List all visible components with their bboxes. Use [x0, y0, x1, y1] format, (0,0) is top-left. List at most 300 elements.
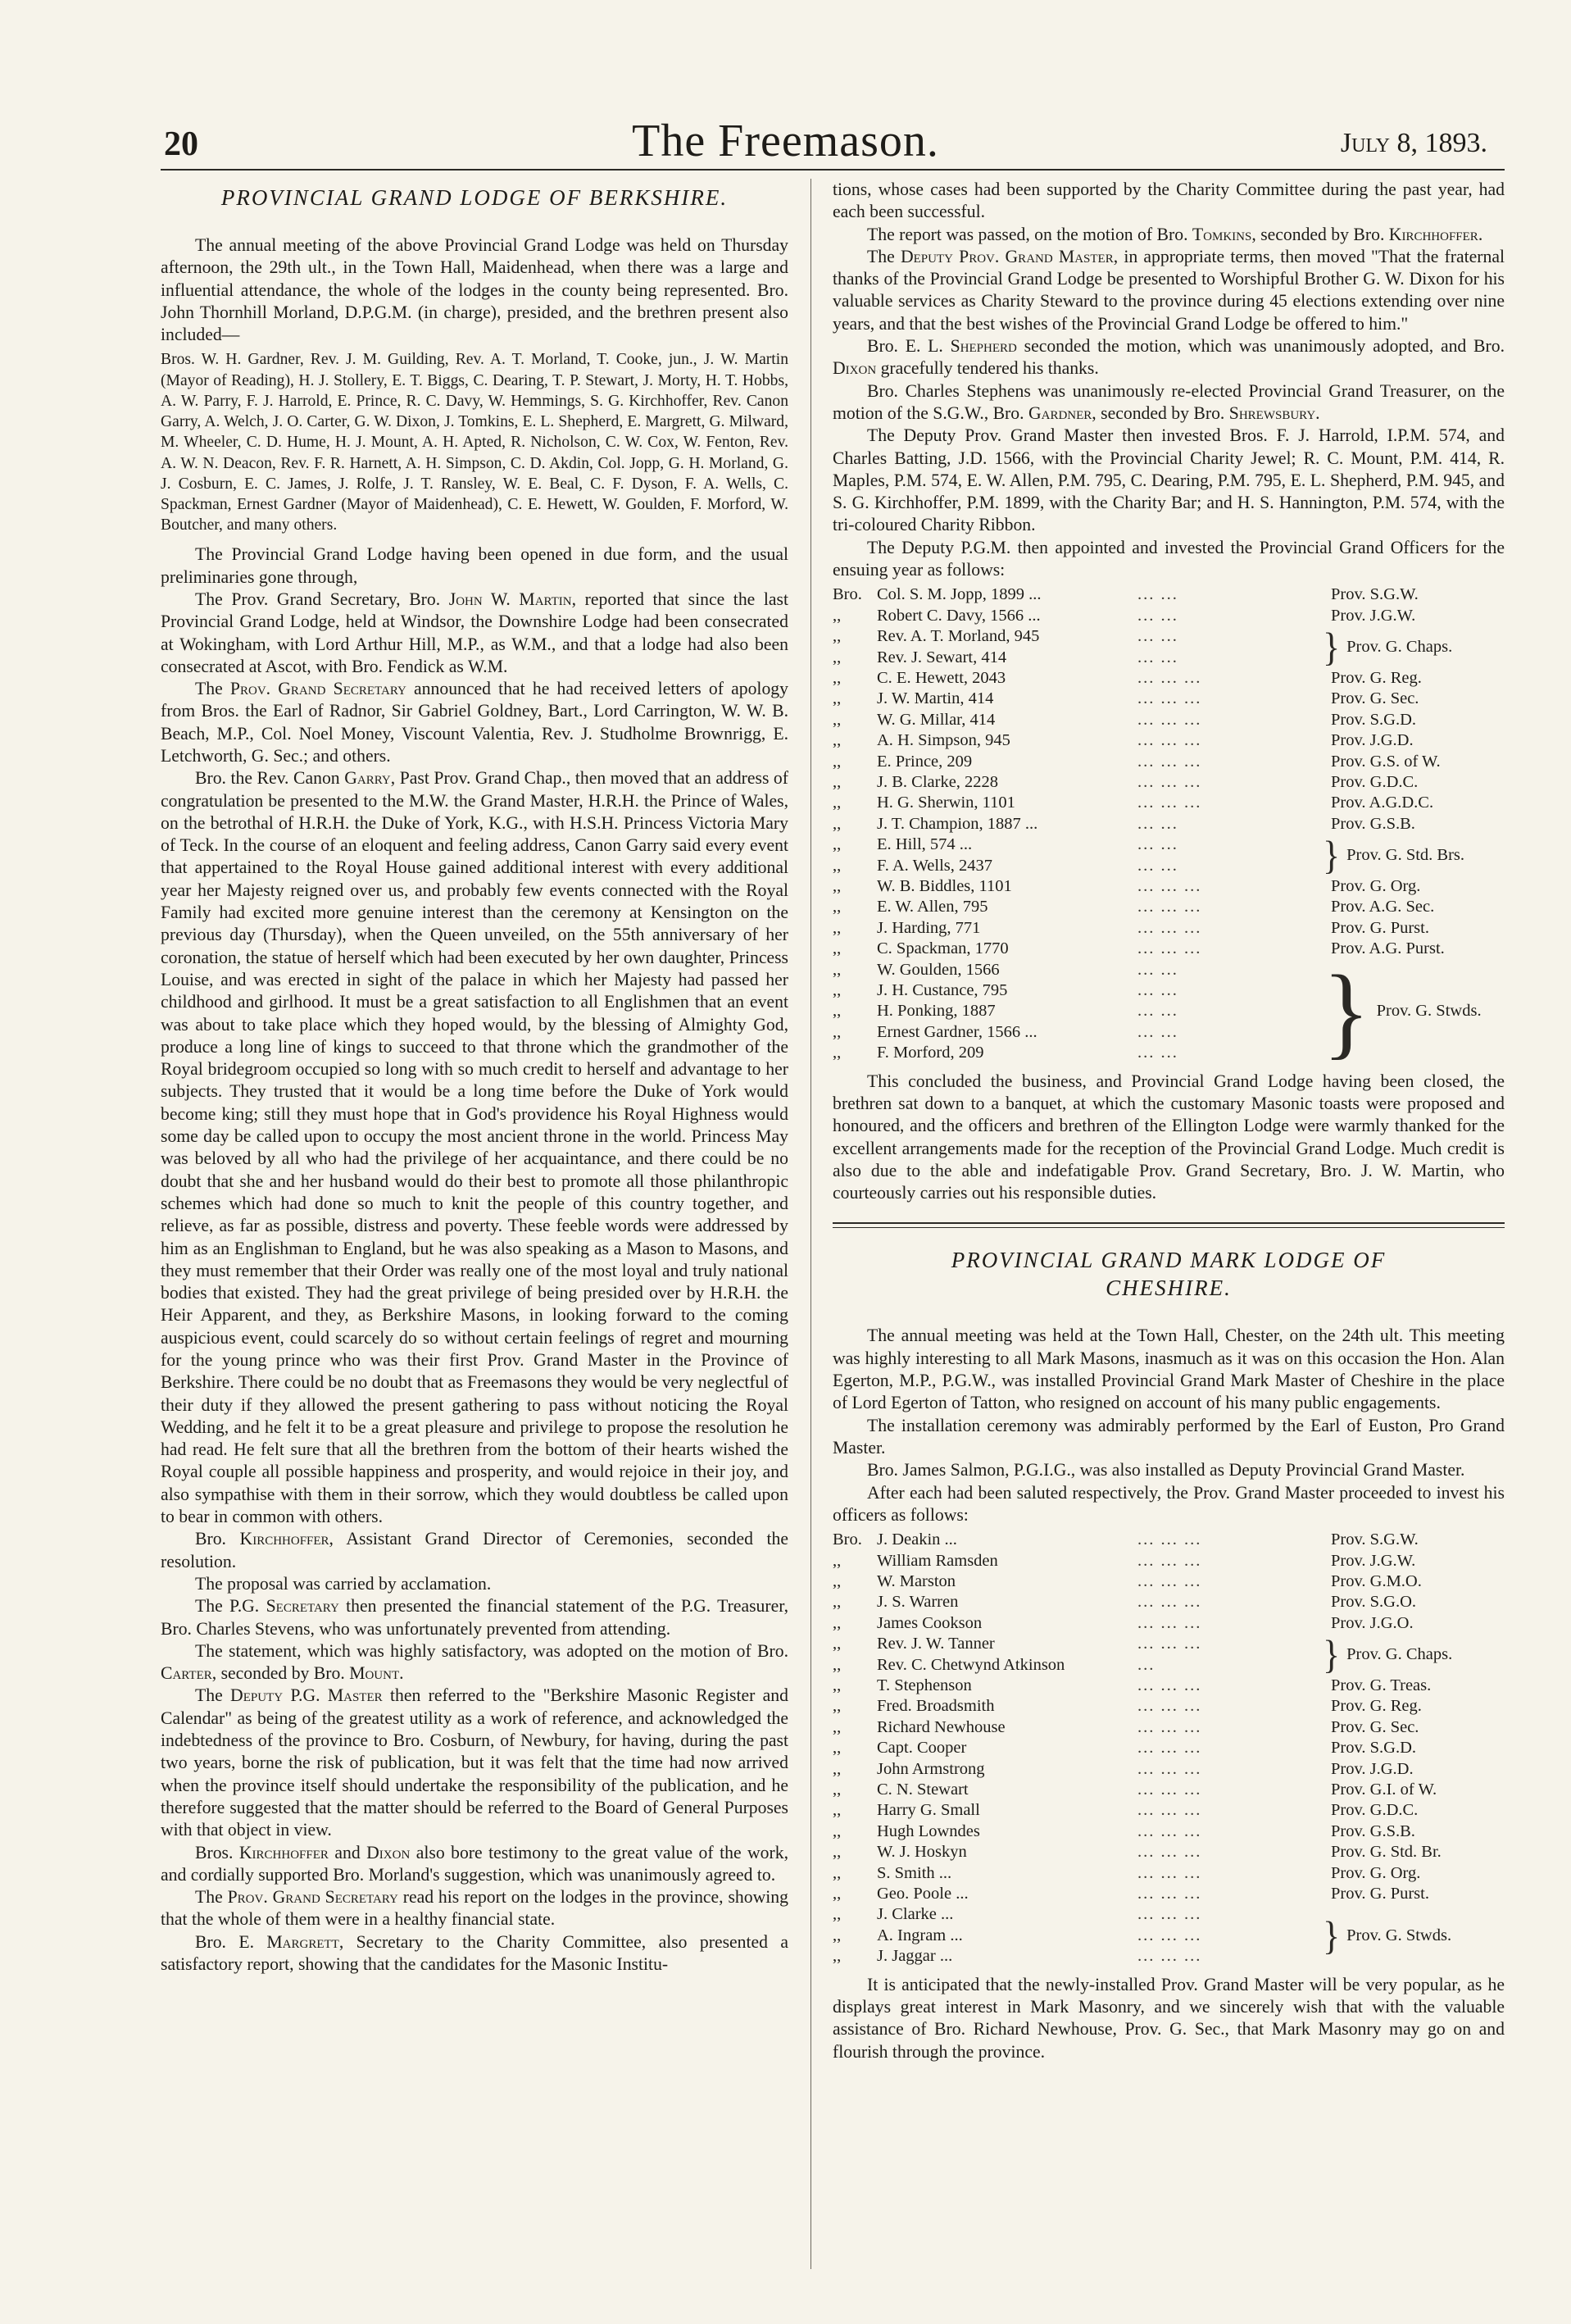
office-title: Prov. S.G.D. — [1331, 710, 1417, 729]
office-title: Prov. S.G.D. — [1331, 1739, 1417, 1758]
office-title: Prov. G. Reg. — [1331, 668, 1422, 687]
brace-glyph: } — [1323, 953, 1370, 1069]
officer-name: E. Prince, 209 — [877, 752, 973, 771]
officer-name: J. Clarke ... — [877, 1905, 954, 1924]
office-title: Prov. G. Purst. — [1331, 1885, 1429, 1903]
ditto-mark: ,, — [833, 606, 842, 625]
officer-row — [833, 710, 1505, 730]
office-title: Prov. G.M.O. — [1331, 1571, 1422, 1590]
office-title: Prov. J.G.D. — [1331, 731, 1414, 750]
officer-row — [833, 752, 1505, 772]
name: Prov. Grand Secretary — [229, 679, 406, 699]
text: Bro. — [195, 1529, 226, 1549]
office-title: Prov. G. Sec. — [1331, 689, 1419, 708]
ditto-mark: Bro. — [833, 585, 862, 604]
masthead-rule — [161, 169, 1505, 171]
ditto-mark: ,, — [833, 918, 842, 937]
officer-row — [833, 1842, 1505, 1862]
office-title: Prov. G.D.C. — [1331, 773, 1419, 791]
leader-dots: ... ... — [1137, 1044, 1178, 1062]
leader-dots: ... ... — [1137, 606, 1178, 625]
paragraph: The Deputy Prov. Grand Master then invested Bros. F. J. Harrold, I.P.M. 574, and Charles Batting, J.D. 1566, with the Provincial Charity Jewel; R. C. Mount, P.M. 414, R. Maples, P.M. 574, E. W. Allen, P.M. 795, C. Dearing, P.M. 795, E. L. Shepherd, P.M. 945, and S. G. Kirchhoffer, P.M. 1899, with the Charity Bar; and H. S. Hannington, P.M. 574, with the tri-coloured Charity Ribbon. — [833, 425, 1505, 535]
leader-dots: ... ... ... — [1137, 1571, 1202, 1590]
paragraph: The installation ceremony was admirably performed by the Earl of Euston, Pro Grand Master. — [833, 1415, 1505, 1458]
officer-row — [833, 918, 1505, 939]
leader-dots: ... ... — [1137, 960, 1178, 979]
ditto-mark: ,, — [833, 898, 842, 916]
text: The report was passed, on the motion of Bro. — [867, 224, 1188, 244]
leader-dots: ... — [1137, 1655, 1156, 1674]
attendance-list: Bros. W. H. Gardner, Rev. J. M. Guilding, Rev. A. T. Morland, T. Cooke, jun., J. W. Martin (Mayor of Reading), H. J. Stollery, E. T. Biggs, C. Dearing, T. P. Stewart, J. Morty, H. T. Hobbs, A. W. Parry, F. J. Harrold, E. Prince, R. C. Davy, W. Hemmings, S. G. Kirchhoffer, Rev. Canon Garry, A. Welch, J. O. Carter, G. W. Dixon, J. Tomkins, E. L. Shepherd, E. Margrett, G. Milward, M. Wheeler, C. D. Hume, H. J. Mount, A. H. Apted, R. Nicholson, C. W. Cox, W. Fenton, Rev. A. W. N. Deacon, Rev. F. R. Harnett, A. H. Simpson, C. D. Akdin, Col. Jopp, G. H. Morland, G. J. Cosburn, E. C. James, J. Rolfe, J. T. Ransley, W. E. Beal, C. F. Dyson, F. A. Wells, C. Spackman, Ernest Gardner (Mayor of Maidenhead), C. E. Hewett, W. Goulden, F. Morford, W. Boutcher, and many others. — [161, 351, 788, 534]
officer-name: Ernest Gardner, 1566 ... — [877, 1022, 1037, 1041]
text: then referred to the "Berkshire Masonic Register and Calendar" as being of the greatest utility as a work of reference, and acknowledged the indebtedness of the province to Bro. Cosburn, of Newbury, for having, during the past two years, borne the risk of publication, but it was felt that the time had now arrived when the province itself should undertake the responsibility of the publication, and he therefore suggested that the matter should be referred to the Board of General Purposes with that object in view. — [161, 1685, 788, 1840]
officer-name: T. Stephenson — [877, 1676, 972, 1694]
officer-name: Harry G. Small — [877, 1801, 980, 1820]
ditto-mark: ,, — [833, 1843, 842, 1862]
right-column — [833, 179, 1505, 2063]
leader-dots: ... ... ... — [1137, 710, 1202, 729]
paragraph: tions, whose cases had been supported by the Charity Committee during the past year, had each been successful. — [833, 180, 1505, 222]
text: seconded by Bro. — [1101, 402, 1225, 423]
text: The statement, which was highly satisfactory, was adopted on the motion of Bro. — [195, 1640, 788, 1661]
leader-dots: ... ... ... — [1137, 1676, 1202, 1694]
officer-row — [833, 1884, 1505, 1904]
text: in appropriate terms, then moved "That the fraternal thanks of the Provincial Grand Lodge be presented to Worshipful Brother G. W. Dixon for his valuable services as Charity Steward to the province during 45 elections extending over nine years, and that the best wishes of the Provincial Grand Lodge be offered to him." — [833, 246, 1505, 334]
name: E. L. Shepherd — [905, 336, 1017, 357]
officer-name: J. B. Clarke, 2228 — [877, 773, 999, 791]
leader-dots: ... ... ... — [1137, 1863, 1202, 1882]
leader-dots: ... ... ... — [1137, 1947, 1202, 1966]
office-title: Prov. G. Sec. — [1331, 1717, 1419, 1736]
paragraph — [161, 1595, 788, 1640]
officer-name: C. E. Hewett, 2043 — [877, 668, 1006, 687]
office-title: Prov. G.S. of W. — [1331, 752, 1441, 771]
text: Bro. — [867, 336, 898, 357]
paragraph: It is anticipated that the newly-installed Prov. Grand Master will be very popular, as he displays great interest in Mark Masonry, and we sincerely wish that with the valuable assistance of Bro. Richard Newhouse, Prov. G. Sec., that Mark Masonry may go on and flourish through the province. — [833, 1974, 1505, 2062]
officer-name: Richard Newhouse — [877, 1717, 1006, 1736]
officer-row — [833, 793, 1505, 813]
office-title: Prov. J.G.O. — [1331, 1613, 1414, 1632]
officer-name: Robert C. Davy, 1566 ... — [877, 606, 1041, 625]
officer-name: E. Hill, 574 ... — [877, 835, 973, 854]
officer-row — [833, 856, 1331, 876]
leader-dots: ... ... ... — [1137, 1613, 1202, 1632]
leader-dots: ... ... — [1137, 856, 1178, 875]
text: The — [195, 1887, 223, 1908]
officer-name: H. Ponking, 1887 — [877, 1002, 996, 1021]
office-title: Prov. G. Reg. — [1331, 1697, 1422, 1716]
ditto-mark: ,, — [833, 731, 842, 750]
ditto-mark: ,, — [833, 794, 842, 812]
officer-name: A. Ingram ... — [877, 1926, 963, 1944]
name: Garry, — [344, 768, 396, 789]
name: Tomkins, — [1192, 224, 1256, 244]
officer-group — [833, 835, 1505, 876]
text: announced that he had received letters of apology from Bros. the Earl of Radnor, Sir Gabriel Goldney, Bart., Lord Carrington, W. W. B. Beach, M.P., Col. Noel Money, Viscount Valentia, Rev. J. Studholme Brownrigg, E. Letchworth, G. Sec.; and others. — [161, 679, 788, 766]
column-divider — [810, 179, 811, 2269]
officer-row — [833, 1551, 1505, 1571]
office-title: Prov. J.G.W. — [1331, 1551, 1416, 1570]
paragraph — [161, 767, 788, 1528]
paragraph — [833, 335, 1505, 380]
ditto-mark: ,, — [833, 1885, 842, 1903]
ditto-mark: ,, — [833, 981, 842, 1000]
office-title: Prov. J.G.W. — [1331, 606, 1416, 625]
officer-name: Geo. Poole ... — [877, 1885, 969, 1903]
text: Bros. — [195, 1842, 234, 1862]
officer-name: E. W. Allen, 795 — [877, 898, 988, 916]
officer-row — [833, 1613, 1505, 1634]
officer-row — [833, 1738, 1505, 1758]
text: Assistant Grand Director of Ceremonies, seconded the resolution. — [161, 1529, 788, 1571]
office-title: Prov. G.S.B. — [1331, 814, 1415, 833]
leader-dots: ... ... ... — [1137, 794, 1202, 812]
leader-dots: ... ... — [1137, 981, 1178, 1000]
officer-name: J. Deakin ... — [877, 1530, 957, 1549]
leader-dots: ... ... ... — [1137, 1885, 1202, 1903]
leader-dots: ... ... ... — [1137, 1635, 1202, 1653]
text: The — [867, 246, 895, 266]
officer-row — [833, 689, 1505, 709]
text: seconded by Bro. — [220, 1663, 345, 1684]
office-title: Prov. S.G.O. — [1331, 1593, 1417, 1612]
officer-row — [833, 584, 1505, 605]
office-title: Prov. G. Org. — [1331, 877, 1421, 896]
officer-row — [833, 648, 1331, 668]
name: Kirchhoffer — [238, 1842, 329, 1862]
ditto-mark: Bro. — [833, 1530, 862, 1549]
text: then presented the financial statement of the P.G. Treasurer, Bro. Charles Stevens, who was unfortunately prevented from attending. — [161, 1596, 789, 1639]
officer-row — [833, 1001, 1331, 1021]
leader-dots: ... ... ... — [1137, 1759, 1202, 1778]
page-number: 20 — [164, 125, 198, 163]
name: Secretary — [266, 1596, 339, 1617]
officer-row — [833, 897, 1505, 917]
ditto-mark: ,, — [833, 1905, 842, 1924]
ditto-mark: ,, — [833, 1926, 842, 1944]
leader-dots: ... ... ... — [1137, 1717, 1202, 1736]
officer-name: Rev. J. Sewart, 414 — [877, 648, 1007, 666]
officer-name: C. N. Stewart — [877, 1781, 969, 1799]
officer-name: A. H. Simpson, 945 — [877, 731, 1010, 750]
article-heading-berkshire: PROVINCIAL GRAND LODGE OF BERKSHIRE. — [220, 185, 729, 210]
section-separator — [833, 1222, 1505, 1228]
officer-row — [833, 1676, 1505, 1696]
officer-name: J. W. Martin, 414 — [877, 689, 994, 708]
office-title: Prov. G. Stwds. — [1376, 1002, 1482, 1021]
ditto-mark: ,, — [833, 877, 842, 896]
officer-row — [833, 960, 1331, 980]
name: Mount. — [349, 1663, 404, 1684]
officer-name: C. Spackman, 1770 — [877, 939, 1009, 958]
ditto-mark: ,, — [833, 1571, 842, 1590]
leader-dots: ... ... — [1137, 814, 1178, 833]
officer-row — [833, 1759, 1505, 1780]
leader-dots: ... ... ... — [1137, 668, 1202, 687]
officer-name: W. G. Millar, 414 — [877, 710, 996, 729]
text: also bore testimony to the great value of the work, and cordially supported Bro. Morland's suggestion, which was unanimously agreed to. — [161, 1842, 789, 1885]
ditto-mark: ,, — [833, 1044, 842, 1062]
paragraph: This concluded the business, and Provincial Grand Lodge having been closed, the brethren sat down to a banquet, at which the customary Masonic toasts were proposed and honoured, and the officers and brethren of the Ellington Lodge were warmly thanked for the excellent arrangements made for the reception of the Provincial Grand Lodge. Much credit is also due to the able and indefatigable Prov. Grand Secretary, Bro. J. W. Martin, who courteously carries out his responsible duties. — [833, 1071, 1505, 1203]
text: Bro. — [195, 1931, 226, 1952]
ditto-mark: ,, — [833, 1551, 842, 1570]
leader-dots: ... ... — [1137, 1022, 1178, 1041]
text: read his report on the lodges in the province, showing that the whole of them were in a healthy financial state. — [161, 1887, 788, 1930]
office-title: Prov. J.G.D. — [1331, 1759, 1414, 1778]
officer-row — [833, 1780, 1505, 1800]
ditto-mark: ,, — [833, 1947, 842, 1966]
name: Shrewsbury. — [1228, 402, 1320, 423]
officers-list-berkshire — [833, 584, 1505, 1069]
ditto-mark: ,, — [833, 1801, 842, 1820]
paragraph — [161, 589, 788, 678]
officer-name: F. Morford, 209 — [877, 1044, 984, 1062]
office-title: Prov. G.S.B. — [1331, 1821, 1415, 1840]
leader-dots: ... ... — [1137, 1002, 1178, 1021]
leader-dots: ... ... ... — [1137, 731, 1202, 750]
leader-dots: ... ... — [1137, 627, 1178, 646]
officer-name: Capt. Cooper — [877, 1739, 967, 1758]
name: Dixon — [833, 358, 877, 379]
paragraph: The Deputy P.G.M. then appointed and invested the Provincial Grand Officers for the ensuing year as follows: — [833, 537, 1505, 580]
officer-row — [833, 980, 1331, 1001]
office-title: Prov. A.G.D.C. — [1331, 794, 1434, 812]
leader-dots: ... ... ... — [1137, 1593, 1202, 1612]
officer-name: Fred. Broadsmith — [877, 1697, 995, 1716]
officer-row — [833, 1530, 1505, 1550]
name: John W. Martin, — [448, 589, 577, 609]
office-title: Prov. G.I. of W. — [1331, 1781, 1437, 1799]
officer-row — [833, 939, 1505, 959]
brace-glyph: } — [1323, 625, 1341, 669]
paragraph: After each had been saluted respectively, the Prov. Grand Master proceeded to invest his officers as follows: — [833, 1482, 1505, 1525]
officer-row — [833, 1946, 1331, 1967]
leader-dots: ... ... ... — [1137, 1843, 1202, 1862]
ditto-mark: ,, — [833, 1697, 842, 1716]
heading-line: PROVINCIAL GRAND MARK LODGE OF — [951, 1248, 1387, 1273]
paragraph: The Provincial Grand Lodge having been opened in due form, and the usual preliminaries gone through, — [161, 544, 788, 587]
officer-row — [833, 1634, 1331, 1654]
name: Gardner, — [1028, 402, 1097, 423]
leader-dots: ... ... ... — [1137, 1697, 1202, 1716]
name: Carter, — [161, 1663, 217, 1684]
officer-name: J. Harding, 771 — [877, 918, 981, 937]
office-title: Prov. G. Chaps. — [1346, 1644, 1453, 1663]
ditto-mark: ,, — [833, 814, 842, 833]
officer-row — [833, 668, 1505, 689]
paragraph — [161, 678, 788, 767]
office-title: Prov. G. Std. Brs. — [1346, 845, 1465, 864]
office-title: Prov. G. Stwds. — [1346, 1926, 1452, 1944]
officer-row — [833, 1926, 1331, 1946]
issue-date: July 8, 1893. — [1340, 128, 1487, 158]
paragraph — [161, 1685, 788, 1841]
office-title: Prov. A.G. Sec. — [1331, 898, 1435, 916]
ditto-mark: ,, — [833, 1655, 842, 1674]
leader-dots: ... ... ... — [1137, 918, 1202, 937]
paragraph — [833, 246, 1505, 335]
name: Deputy Prov. Grand Master, — [900, 246, 1119, 266]
leader-dots: ... ... — [1137, 585, 1178, 604]
leader-dots: ... ... ... — [1137, 898, 1202, 916]
paragraph — [161, 1886, 788, 1931]
officer-row — [833, 1821, 1505, 1842]
ditto-mark: ,, — [833, 939, 842, 958]
leader-dots: ... ... ... — [1137, 877, 1202, 896]
ditto-mark: ,, — [833, 1717, 842, 1736]
office-title: Prov. G. Org. — [1331, 1863, 1421, 1882]
left-column — [161, 179, 788, 1976]
officer-name: William Ramsden — [877, 1551, 998, 1570]
office-title: Prov. G. Treas. — [1331, 1676, 1432, 1694]
office-title: Prov. G. Std. Br. — [1331, 1843, 1442, 1862]
ditto-mark: ,, — [833, 710, 842, 729]
ditto-mark: ,, — [833, 689, 842, 708]
paragraph — [161, 1640, 788, 1685]
officer-row — [833, 626, 1331, 647]
officer-group — [833, 626, 1505, 668]
officer-group — [833, 1904, 1505, 1967]
office-title: Prov. S.G.W. — [1331, 1530, 1419, 1549]
paragraph: The annual meeting was held at the Town Hall, Chester, on the 24th ult. This meeting was highly interesting to all Mark Masons, inasmuch as it was on this occasion the Hon. Alan Egerton, M.P., P.G.W., was installed Provincial Grand Mark Master of Cheshire in the place of Lord Egerton of Tatton, who resigned on account of his many public engagements. — [833, 1326, 1505, 1413]
ditto-mark: ,, — [833, 1593, 842, 1612]
office-title: Prov. G.D.C. — [1331, 1801, 1419, 1820]
officer-name: J. T. Champion, 1887 ... — [877, 814, 1038, 833]
leader-dots: ... ... ... — [1137, 773, 1202, 791]
text: Past Prov. Grand Chap., then moved that an address of congratulation be presented to the M.W. the Grand Master, H.R.H. the Prince of Wales, on the betrothal of H.R.H. the Duke of York, K.G., with H.S.H. Princess Victoria Mary of Teck. In the course of an eloquent and feeling address, Canon Garry said every event that appertained to the Royal House gained additional interest with every additional year her Majesty reigned over us, and probably few events connected with the Royal Family had excited more genuine interest than the ceremony at Kensington on the previous day (Thursday), when the Queen unveiled, on the 55th anniversary of her coronation, the statue of herself which had been executed by her own daughter, Princess Louise, and was erected in sight of the palace in which her Majesty had passed her childhood and girlhood. It must be a great satisfaction to all Englishmen that an event was about to take place which they hoped would, by the blessing of Almighty God, produce a long line of kings to succeed to that throne which the grandmother of the Royal bridegroom occupied so long with so much credit to herself and advantage to her subjects. They trusted that it would be a long time before the Duke of York would become king; still they must hope that in God's providence his Royal Highness would some day be called upon to occupy the most ancient throne in the world. Princess May was beloved by all who had the privilege of her acquaintance, and there could be no doubt that she and her husband would do their best to promote all those philanthropic schemes which had done so much to knit the people of this country together, and relieve, as far as possible, distress and poverty. These feeble words were addressed by him as an Englishman to England, but he was also speaking as a Mason to Masons, and they must remember that their Order was really one of the most loyal and truly national bodies that existed. They had the great privilege of being presided over by H.R.H. the Heir Apparent, and they, as Berkshire Masons, in looking forward to the coming auspicious event, could scarcely do so without certain feelings of regret and mourning for the young prince who was their first Prov. Grand Master in the Province of Berkshire. There could be no doubt that as Freemasons they would be very neglectful of their duty if they allowed the present gathering to pass without noticing the Royal Wedding, and he felt it to be a great pleasure and privilege to propose the resolution he had read. He felt sure that all the brethren from the bottom of their hearts wished the Royal couple all possible happiness and prosperity, and would rejoice in their joy, and also sympathise with them in their sorrow, which they would doubtless be called upon to bear in common with others. — [161, 768, 788, 1527]
officer-row — [833, 1571, 1505, 1592]
text: The — [195, 1685, 223, 1706]
office-title: Prov. S.G.W. — [1331, 585, 1419, 604]
officer-name: W. Goulden, 1566 — [877, 960, 1000, 979]
officer-row — [833, 1592, 1505, 1612]
name: Kirchhoffer, — [239, 1529, 334, 1549]
ditto-mark: ,, — [833, 627, 842, 646]
text: reported that since the last Provincial Grand Lodge, held at Windsor, the Downshire Lodge had been consecrated at Wokingham, with Lord Arthur Hill, M.P., as W.M., and that a lodge had also been consecrated at Ascot, with Bro. Fendick as W.M. — [161, 589, 789, 676]
brace-glyph: } — [1323, 833, 1341, 878]
officer-name: J. S. Warren — [877, 1593, 959, 1612]
name: Prov. Grand Secretary — [227, 1887, 398, 1908]
leader-dots: ... ... ... — [1137, 689, 1202, 708]
text: The Prov. Grand Secretary, Bro. — [195, 589, 441, 609]
text: Secretary to the Charity Committee, also presented a satisfactory report, showing that the candidates for the Masonic Institu- — [161, 1931, 788, 1975]
ditto-mark: ,, — [833, 1022, 842, 1041]
paragraph — [833, 224, 1505, 246]
text: and — [334, 1842, 361, 1862]
paragraph: Bro. James Salmon, P.G.I.G., was also installed as Deputy Provincial Grand Master. — [867, 1460, 1465, 1480]
officer-row — [833, 814, 1505, 835]
officer-row — [833, 772, 1505, 793]
officer-name: J. H. Custance, 795 — [877, 981, 1008, 1000]
paragraph — [833, 380, 1505, 425]
newspaper-title: The Freemason. — [632, 116, 939, 166]
officer-row — [833, 835, 1331, 855]
officer-name: H. G. Sherwin, 1101 — [877, 794, 1015, 812]
leader-dots: ... ... ... — [1137, 752, 1202, 771]
leader-dots: ... ... ... — [1137, 939, 1202, 958]
ditto-mark: ,, — [833, 648, 842, 666]
office-title: Prov. G. Chaps. — [1346, 637, 1453, 656]
officer-row — [833, 1904, 1331, 1925]
officers-list-cheshire — [833, 1530, 1505, 1967]
officer-name: W. Marston — [877, 1571, 956, 1590]
officer-group — [833, 1634, 1505, 1676]
officer-row — [833, 1800, 1505, 1821]
leader-dots: ... ... ... — [1137, 1821, 1202, 1840]
ditto-mark: ,, — [833, 1676, 842, 1694]
leader-dots: ... ... ... — [1137, 1926, 1202, 1944]
office-title: Prov. G. Purst. — [1331, 918, 1429, 937]
officer-row — [833, 1043, 1331, 1063]
ditto-mark: ,, — [833, 752, 842, 771]
text: seconded the motion, which was unanimously adopted, and Bro. — [1024, 336, 1505, 357]
leader-dots: ... ... ... — [1137, 1739, 1202, 1758]
ditto-mark: ,, — [833, 1635, 842, 1653]
text: Bro. Charles Stephens was unanimously re-elected Provincial Grand Treasurer, on the motion of the S.G.W., Bro. — [833, 380, 1505, 423]
paragraph: The proposal was carried by acclamation. — [195, 1573, 492, 1594]
brace-glyph: } — [1323, 1913, 1341, 1958]
heading-line: CHESHIRE. — [1106, 1276, 1232, 1301]
officer-row — [833, 730, 1505, 751]
name: Deputy P.G. Master — [230, 1685, 383, 1706]
officer-name: J. Jaggar ... — [877, 1947, 953, 1966]
leader-dots: ... ... — [1137, 648, 1178, 666]
ditto-mark: ,, — [833, 1759, 842, 1778]
leader-dots: ... ... ... — [1137, 1551, 1202, 1570]
leader-dots: ... ... ... — [1137, 1530, 1202, 1549]
ditto-mark: ,, — [833, 1863, 842, 1882]
officer-name: James Cookson — [877, 1613, 983, 1632]
officer-name: W. J. Hoskyn — [877, 1843, 967, 1862]
text: Bro. the Rev. Canon — [195, 768, 340, 789]
ditto-mark: ,, — [833, 668, 842, 687]
leader-dots: ... ... — [1137, 835, 1178, 854]
text: seconded by Bro. — [1260, 224, 1385, 244]
article-heading-cheshire — [833, 1246, 1505, 1302]
officer-group — [833, 953, 1505, 1069]
ditto-mark: ,, — [833, 773, 842, 791]
leader-dots: ... ... ... — [1137, 1801, 1202, 1820]
ditto-mark: ,, — [833, 835, 842, 854]
name: E. Margrett, — [238, 1931, 344, 1952]
ditto-mark: ,, — [833, 1781, 842, 1799]
leader-dots: ... ... ... — [1137, 1781, 1202, 1799]
officer-name: Hugh Lowndes — [877, 1821, 980, 1840]
ditto-mark: ,, — [833, 1821, 842, 1840]
paragraph — [161, 1931, 788, 1976]
brace-glyph: } — [1323, 1632, 1341, 1676]
ditto-mark: ,, — [833, 1739, 842, 1758]
officer-row — [833, 876, 1505, 897]
name: Dixon — [366, 1842, 411, 1862]
leader-dots: ... ... ... — [1137, 1905, 1202, 1924]
ditto-mark: ,, — [833, 1613, 842, 1632]
ditto-mark: ,, — [833, 856, 842, 875]
officer-row — [833, 1863, 1505, 1884]
officer-name: W. B. Biddles, 1101 — [877, 877, 1012, 896]
ditto-mark: ,, — [833, 1002, 842, 1021]
paragraph — [161, 1528, 788, 1573]
name: Kirchhoffer. — [1388, 224, 1483, 244]
officer-name: S. Smith ... — [877, 1863, 952, 1882]
office-title: Prov. A.G. Purst. — [1331, 939, 1445, 958]
officer-row — [833, 1022, 1331, 1043]
paragraph — [161, 1842, 788, 1887]
text: The — [195, 679, 223, 699]
officer-name: Rev. C. Chetwynd Atkinson — [877, 1655, 1065, 1674]
masthead — [0, 0, 1571, 166]
officer-name: Col. S. M. Jopp, 1899 ... — [877, 585, 1042, 604]
